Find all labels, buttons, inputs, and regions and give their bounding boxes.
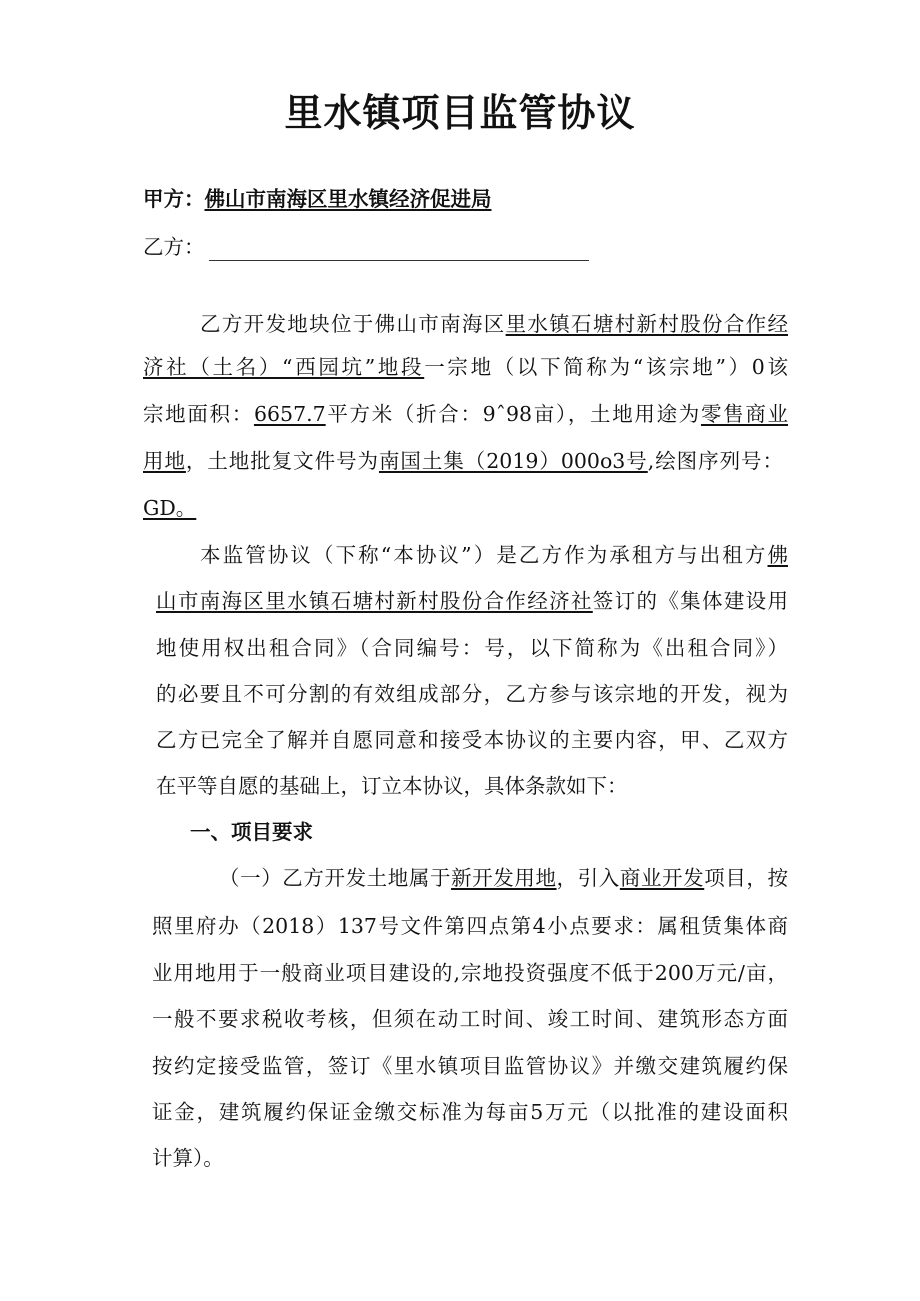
underlined-run: GD。 xyxy=(143,496,197,520)
p3-line-2: 照里府办（2018）137号文件第四点第4小点要求：属租赁集体商 xyxy=(152,914,788,938)
p2-line-2 xyxy=(156,587,788,615)
p3-line-7: 计算）。 xyxy=(152,1146,224,1170)
underlined-run: 山市南海区里水镇石塘村新村股份合作经济社 xyxy=(156,589,593,613)
party-a-line xyxy=(143,185,492,213)
p2-line-4: 的必要且不可分割的有效组成部分，乙方参与该宗地的开发，视为 xyxy=(156,682,788,706)
underlined-run: 零售商业 xyxy=(700,402,789,426)
p1-line-1 xyxy=(200,310,788,338)
text-run: ,绘图序列号： xyxy=(647,449,783,473)
text-run: ，引入 xyxy=(556,866,620,890)
text-run: 签订的《集体建设用 xyxy=(592,589,789,613)
party-b-label: 乙方： xyxy=(143,235,205,259)
p2-line-5: 乙方已完全了解并自愿同意和接受本协议的主要内容，甲、乙双方 xyxy=(156,728,788,752)
section-heading-1: 一、项目要求 xyxy=(190,820,313,844)
underlined-run: 新开发用地 xyxy=(451,866,557,890)
p1-line-5 xyxy=(143,494,196,522)
p3-line-6: 证金，建筑履约保证金缴交标准为每亩5万元（以批准的建设面积 xyxy=(152,1100,788,1124)
underlined-run: 用地 xyxy=(143,449,186,473)
p3-line-4: 一般不要求税收考核，但须在动工时间、竣工时间、建筑形态方面 xyxy=(152,1007,788,1031)
p2-line-3: 地使用权出租合同》（合同编号：号，以下简称为《出租合同》） xyxy=(156,636,788,660)
text-run: ，土地批复文件号为 xyxy=(185,449,379,473)
underlined-run: 济社（土名）“西园坑”地段 xyxy=(143,355,425,379)
text-run: 项目，按 xyxy=(704,866,789,890)
underlined-run: 里水镇石塘村新村股份合作经 xyxy=(505,312,789,336)
text-run: 宗地面积： xyxy=(143,402,254,426)
p2-line-6: 在平等自愿的基础上，订立本协议，具体条款如下： xyxy=(156,774,628,798)
text-run: （一）乙方开发土地属于 xyxy=(219,866,452,890)
party-a-label: 甲方： xyxy=(143,187,205,211)
party-b-blank xyxy=(209,240,589,261)
party-a-value: 佛山市南海区里水镇经济促进局 xyxy=(204,187,492,211)
underlined-run: 6657.7 xyxy=(253,402,326,426)
underlined-run: 商业开发 xyxy=(619,866,705,890)
document-title: 里水镇项目监管协议 xyxy=(284,91,636,135)
p1-line-4 xyxy=(143,447,783,475)
party-b-line xyxy=(143,233,589,261)
underlined-run: 南国土集（2019）000o3号 xyxy=(378,449,648,473)
text-run: 一宗地（以下简称为“该宗地”）0该 xyxy=(424,355,788,379)
p1-line-2 xyxy=(143,353,788,381)
text-run: 乙方开发地块位于佛山市南海区 xyxy=(200,312,506,336)
p3-line-3: 业用地用于一般商业项目建设的,宗地投资强度不低于200万元/亩， xyxy=(152,961,788,985)
text-run: 本监管协议（下称“本协议”）是乙方作为承租方与出租方 xyxy=(200,543,768,567)
p3-line-1 xyxy=(219,864,788,892)
p2-line-1 xyxy=(200,541,788,569)
p1-line-3 xyxy=(143,400,788,428)
p3-line-5: 按约定接受监管，签订《里水镇项目监管协议》并缴交建筑履约保 xyxy=(152,1054,788,1078)
underlined-run: 佛 xyxy=(767,543,788,567)
text-run: 平方米（折合：9ˆ98亩），土地用途为 xyxy=(325,402,701,426)
